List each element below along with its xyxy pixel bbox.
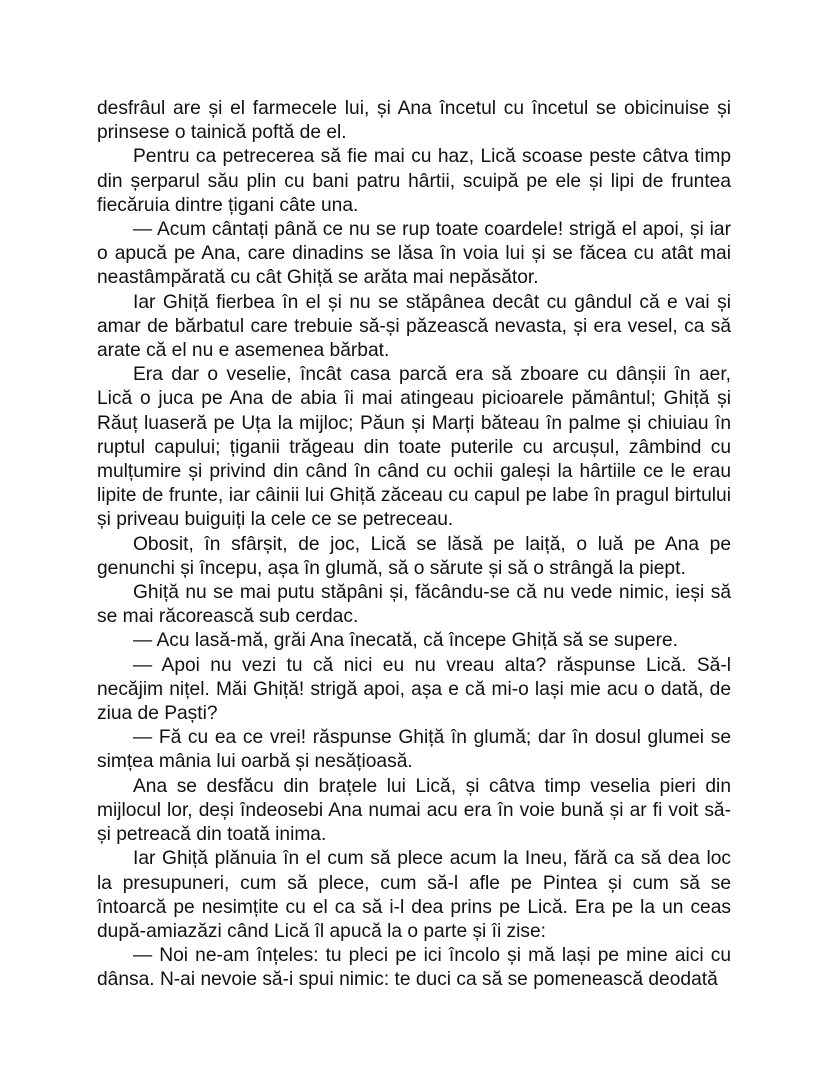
paragraph-8: — Acu lasă-mă, grăi Ana înecată, că începe Ghiță să se supere. [133, 630, 679, 652]
paragraph-7: Ghiță nu se mai putu stăpâni și, făcându-se că nu vede nimic, ieși să se mai răcorească sub cerdac. [97, 582, 731, 628]
paragraph-13: — Noi ne-am înțeles: tu pleci pe ici încolo și mă lași pe mine aici cu dânsa. N-ai nevoie să-i spui nimic: te duci ca să se pomenească deodată [97, 945, 731, 991]
paragraph-2: Pentru ca petrecerea să fie mai cu haz, Lică scoase peste câtva timp din șerparul său plin cu bani patru hârtii, scuipă pe ele și lipi de fruntea fiecăruia dintre țigani câte una. [97, 146, 731, 216]
paragraph-11: Ana se desfăcu din brațele lui Lică, și câtva timp veselia pieri din mijlocul lor, deși îndeosebi Ana numai acu era în voie bună și ar fi voit să-și petreacă din toată inima. [97, 775, 731, 846]
document-page [97, 97, 731, 993]
paragraph-10: — Fă cu ea ce vrei! răspunse Ghiță în glumă; dar în dosul glumei se simțea mânia lui oarbă și nesățioasă. [97, 727, 731, 773]
paragraph-3: — Acum cântați până ce nu se rup toate coardele! strigă el apoi, și iar o apucă pe Ana, care dinadins se lăsa în voia lui și se făcea cu atât mai neastâmpărată cu cât Ghiță se arăta mai nepăsător. [97, 219, 731, 289]
paragraph-1: desfrâul are și el farmecele lui, și Ana încetul cu încetul se obicinuise și prinsese o tainică poftă de el. [97, 98, 731, 144]
paragraph-12: Iar Ghiță plănuia în el cum să plece acum la Ineu, fără ca să dea loc la presupuneri, cum să plece, cum să-l afle pe Pintea și cum să se întoarcă pe nesimțite cu el ca să i-l dea prins pe Lică. Era pe la un ceas după-amiazăzi când Lică îl apucă la o parte și îi zise: [97, 848, 731, 942]
paragraph-6: Obosit, în sfârșit, de joc, Lică se lăsă pe laiță, o luă pe Ana pe genunchi și începu, așa în glumă, să o sărute și să o strângă la piept. [97, 533, 731, 579]
paragraph-9: — Apoi nu vezi tu că nici eu nu vreau alta? răspunse Lică. Să-l necăjim nițel. Măi Ghiță! strigă apoi, așa e că mi-o lași mie acu o dată, de ziua de Paști? [97, 654, 731, 725]
paragraph-5: Era dar o veselie, încât casa parcă era să zboare cu dânșii în aer, Lică o juca pe Ana de abia îi mai atingeau picioarele pământul; Ghiță și Răuț luaseră pe Uța la mijloc; Păun și Marți băteau în palme și chiuiau în ruptul capului; țiganii trăgeau din toate puterile cu arcușul, zâmbind cu mulțumire și privind din când în când cu ochii galeși la hârtiile ce le erau lipite de frunte, iar câinii lui Ghiță zăceau cu capul pe labe în pragul birtului și priveau buiguiți la cele ce se petreceau. [97, 364, 731, 531]
paragraph-4: Iar Ghiță fierbea în el și nu se stăpânea decât cu gândul că e vai și amar de bărbatul care trebuie să-și păzească nevasta, și era vesel, ca să arate că el nu e asemenea bărbat. [97, 291, 731, 362]
